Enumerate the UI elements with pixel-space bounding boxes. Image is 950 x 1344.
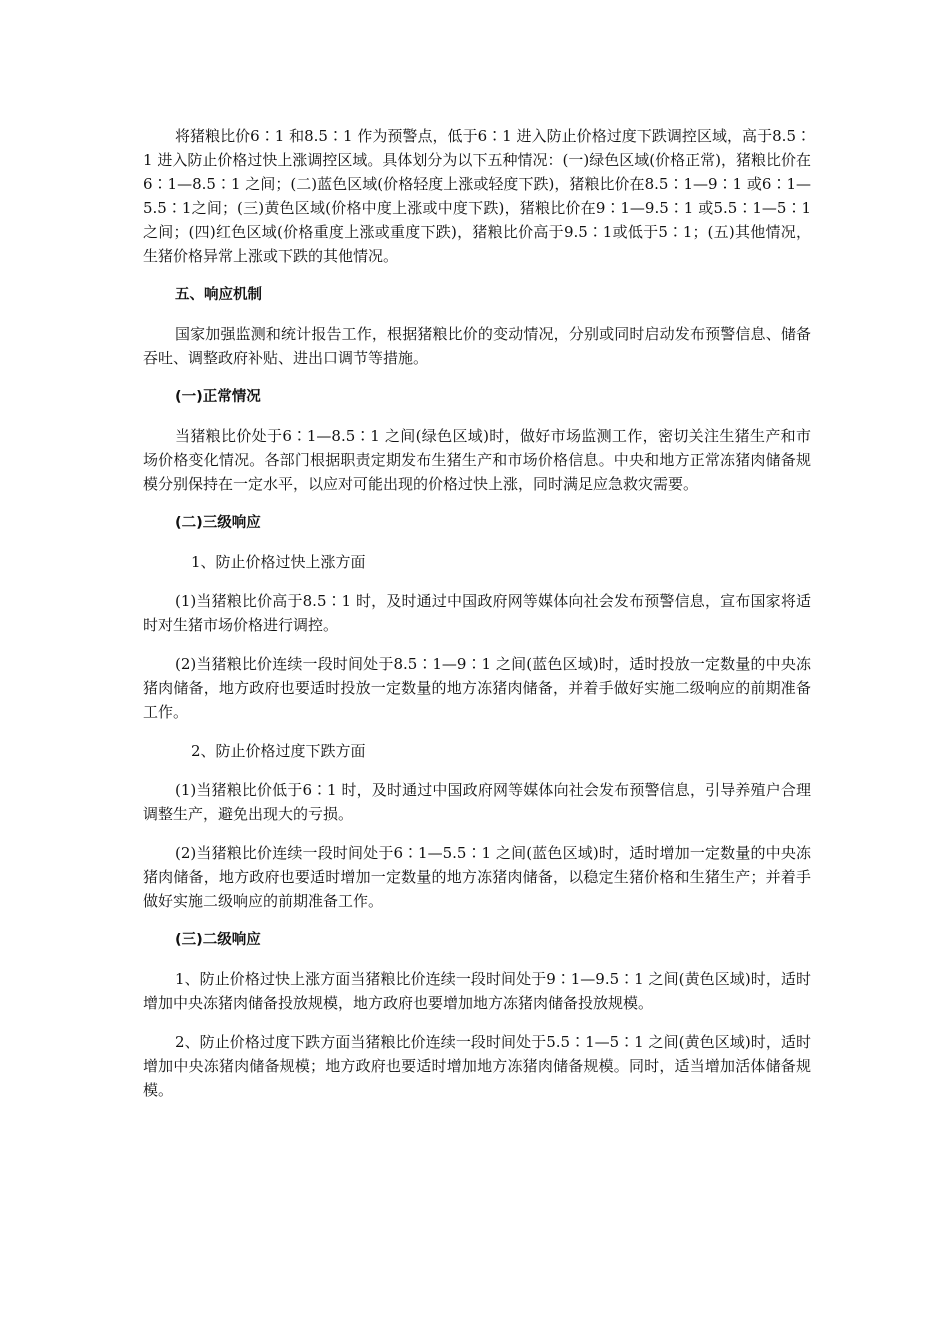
subsection-heading-level-three: (二)三级响应 xyxy=(175,515,261,531)
paragraph-level-three-rise-1: (1)当猪粮比价高于8.5∶1 时，及时通过中国政府网等媒体向社会发布预警信息，宣布国家将适时对生猪市场价格进行调控。 xyxy=(143,592,811,634)
paragraph-response-overview: 国家加强监测和统计报告工作，根据猪粮比价的变动情况，分别或同时启动发布预警信息、储备吞吐、调整政府补贴、进出口调节等措施。 xyxy=(143,325,811,367)
subsection-heading-normal: (一)正常情况 xyxy=(175,389,261,405)
paragraph-level-two-rise: 1、防止价格过快上涨方面当猪粮比价连续一段时间处于9∶1—9.5∶1 之间(黄色区域)时，适时增加中央冻猪肉储备投放规模，地方政府也要增加地方冻猪肉储备投放规模。 xyxy=(143,970,811,1012)
paragraph-level-three-fall-2: (2)当猪粮比价连续一段时间处于6∶1—5.5∶1 之间(蓝色区域)时，适时增加一定数量的中央冻猪肉储备，地方政府也要适时增加一定数量的地方冻猪肉储备，以稳定生猪价格和生猪生产；并着手做好实施二级响应的前期准备工作。 xyxy=(143,844,811,910)
item-heading-prevent-rise: 1、防止价格过快上涨方面 xyxy=(191,553,366,571)
document-body xyxy=(143,124,811,1117)
paragraph-warning-zones: 将猪粮比价6∶1 和8.5∶1 作为预警点，低于6∶1 进入防止价格过度下跌调控区域，高于8.5∶1 进入防止价格过快上涨调控区域。具体划分为以下五种情况：(一)绿色区域(价格正常)，猪粮比价在6∶1—8.5∶1 之间；(二)蓝色区域(价格轻度上涨或轻度下跌)，猪粮比价在8.5∶1—9∶1 或6∶1—5.5∶1之间；(三)黄色区域(价格中度上涨或中度下跌)，猪粮比价在9∶1—9.5∶1 或5.5∶1—5∶1 之间；(四)红色区域(价格重度上涨或重度下跌)，猪粮比价高于9.5∶1或低于5∶1；(五)其他情况，生猪价格异常上涨或下跌的其他情况。 xyxy=(143,127,811,265)
paragraph-level-three-rise-2: (2)当猪粮比价连续一段时间处于8.5∶1—9∶1 之间(蓝色区域)时，适时投放一定数量的中央冻猪肉储备，地方政府也要适时投放一定数量的地方冻猪肉储备，并着手做好实施二级响应的前期准备工作。 xyxy=(143,655,811,721)
item-heading-prevent-fall: 2、防止价格过度下跌方面 xyxy=(191,742,366,760)
subsection-heading-level-two: (三)二级响应 xyxy=(175,932,261,948)
paragraph-level-two-fall: 2、防止价格过度下跌方面当猪粮比价连续一段时间处于5.5∶1—5∶1 之间(黄色区域)时，适时增加中央冻猪肉储备规模；地方政府也要适时增加地方冻猪肉储备规模。同时，适当增加活体储备规模。 xyxy=(143,1033,811,1099)
section-heading-response-mechanism: 五、响应机制 xyxy=(175,287,262,303)
paragraph-level-three-fall-1: (1)当猪粮比价低于6∶1 时，及时通过中国政府网等媒体向社会发布预警信息，引导养殖户合理调整生产，避免出现大的亏损。 xyxy=(143,781,811,823)
paragraph-normal-situation: 当猪粮比价处于6∶1—8.5∶1 之间(绿色区域)时，做好市场监测工作，密切关注生猪生产和市场价格变化情况。各部门根据职责定期发布生猪生产和市场价格信息。中央和地方正常冻猪肉储备规模分别保持在一定水平，以应对可能出现的价格过快上涨，同时满足应急救灾需要。 xyxy=(143,427,811,493)
